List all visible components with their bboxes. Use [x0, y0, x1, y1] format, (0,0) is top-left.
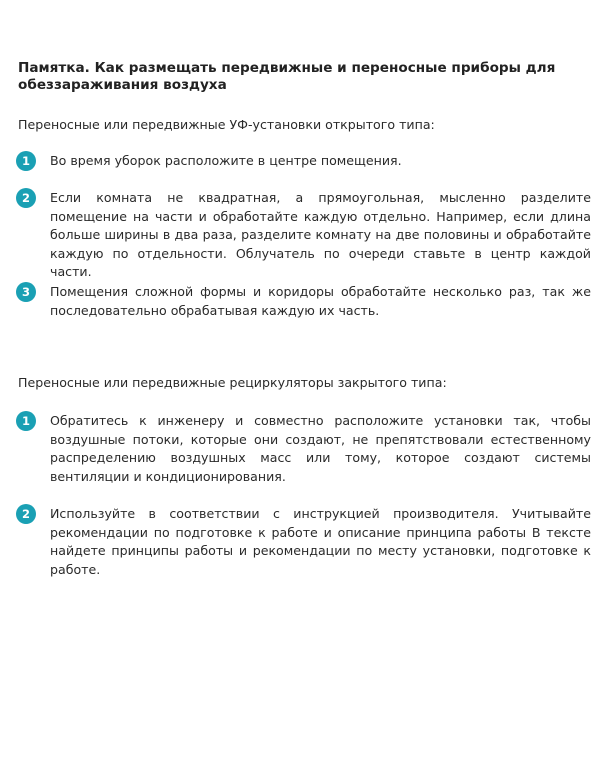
list-item-text: Обратитесь к инженеру и совместно расположите установки так, чтобы воздушные потоки, которые они создают, не препятствовали естественному распределению воздушных масс или тому, которое создают системы вентиляции и кондиционирования. — [50, 413, 591, 484]
number-badge: 2 — [16, 504, 36, 524]
number-badge: 1 — [16, 411, 36, 431]
list-item-text: Используйте в соответствии с инструкцией производителя. Учитывайте рекомендации по подготовке к работе и описание принципа работы В тексте найдете принципы работы и рекомендации по месту установки, подготовке к работе. — [50, 506, 591, 577]
section1-intro: Переносные или передвижные УФ-установки открытого типа: — [18, 117, 435, 132]
page-title: Памятка. Как размещать передвижные и переносные приборы для обеззараживания воздуха — [18, 60, 556, 93]
number-badge: 1 — [16, 151, 36, 171]
number-badge: 2 — [16, 188, 36, 208]
list-item-text: Помещения сложной формы и коридоры обработайте несколько раз, так же последовательно обрабатывая каждую их часть. — [50, 284, 591, 318]
section2-intro: Переносные или передвижные рециркуляторы закрытого типа: — [18, 375, 447, 390]
number-badge: 3 — [16, 282, 36, 302]
list-item-text: Если комната не квадратная, а прямоугольная, мысленно разделите помещение на части и обработайте каждую отдельно. Например, если длина больше ширины в два раза, разделите комнату на две половины и обработайте каждую по отдельности. Облучатель по очереди ставьте в центр каждой части. — [50, 190, 591, 279]
list-item-text: Во время уборок расположите в центре помещения. — [50, 153, 402, 168]
